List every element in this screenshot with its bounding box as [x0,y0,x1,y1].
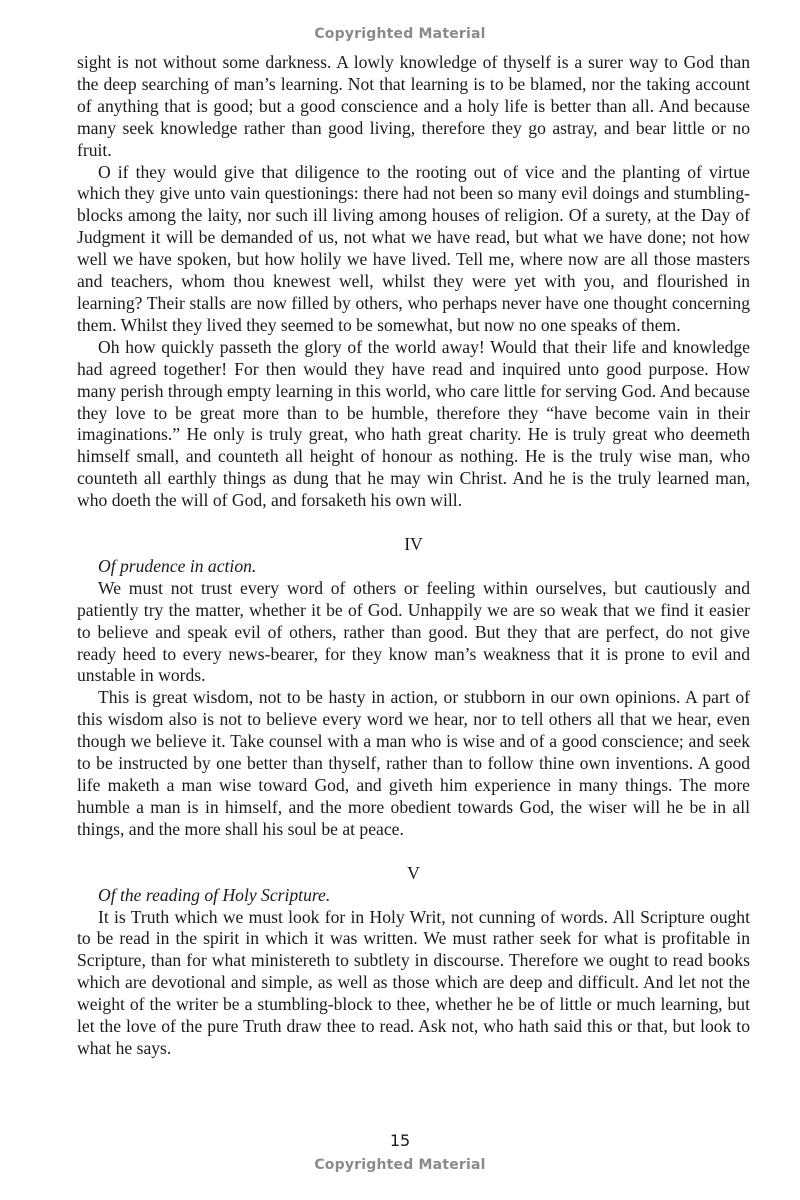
page-number: 15 [389,1131,411,1150]
chapter-title-v: Of the reading of Holy Scripture. [98,884,331,905]
footer-copyright-notice: Copyrighted Material [314,1157,486,1173]
paragraph: We must not trust every word of others or feeling within ourselves, but cautiously and patiently try the matter, whether it be of God. Unhappily we are so weak that we find it easier to believe and speak evil of others, rather than good. But they that are perfect, do not give ready heed to every news-bearer, for they know man’s weakness that it is prone to evil and unstable in words. [77,577,750,686]
paragraph: Oh how quickly passeth the glory of the world away! Would that their life and knowledge had agreed together! For then would they have read and inquired unto good purpose. How many perish through empty learning in this world, who care little for serving God. And because they love to be great more than to be humble, therefore they “have become vain in their imaginations.” He only is truly great, who hath great charity. He is truly great who deemeth himself small, and counteth all height of honour as nothing. He is the truly wise man, who counteth all earthly things as dung that he may win Christ. And he is the truly learned man, who doeth the will of God, and forsaketh his own will. [77,336,750,511]
chapter-number-iv: IV [404,534,423,555]
paragraph: This is great wisdom, not to be hasty in action, or stubborn in our own opinions. A part of this wisdom also is not to believe every word we hear, nor to tell others all that we hear, even though we believe it. Take counsel with a man who is wise and of a good conscience; and seek to be instructed by one better than thyself, rather than to follow thine own inventions. A good life maketh a man wise toward God, and giveth him experience in many things. The more humble a man is in himself, and the more obedient towards God, the wiser will he be in all things, and the more shall his soul be at peace. [77,687,750,839]
chapter-title-iv: Of prudence in action. [98,555,257,576]
paragraph: It is Truth which we must look for in Holy Writ, not cunning of words. All Scripture ought to be read in the spirit in which it was written. We must rather seek for what is profitable in Scripture, than for what ministereth to subtlety in discourse. Therefore we ought to read books which are devotional and simple, as well as those which are deep and difficult. And let not the weight of the writer be a stumbling-block to thee, whether he be of little or much learning, but let the love of the pure Truth draw thee to read. Ask not, who hath said this or that, but look to what he says. [77,906,750,1058]
header-copyright-notice: Copyrighted Material [314,26,486,42]
page-body [77,52,750,1060]
paragraph-continued: sight is not without some darkness. A lowly knowledge of thyself is a surer way to God than the deep searching of man’s learning. Not that learning is to be blamed, nor the taking account of anything that is good; but a good conscience and a holy life is better than all. And because many seek knowledge rather than good living, therefore they go astray, and bear little or no fruit. [77,52,750,160]
paragraph: O if they would give that diligence to the rooting out of vice and the planting of virtue which they give unto vain questionings: there had not been so many evil doings and stumbling-blocks among the laity, nor such ill living among houses of religion. Of a surety, at the Day of Judgment it will be demanded of us, not what we have read, but what we have done; not how well we have spoken, but how holily we have lived. Tell me, where now are all those masters and teachers, whom thou knewest well, whilst they were yet with you, and flourished in learning? Their stalls are now filled by others, who perhaps never have one thought concerning them. Whilst they lived they seemed to be somewhat, but now no one speaks of them. [77,161,750,335]
chapter-number-v: V [407,862,420,883]
